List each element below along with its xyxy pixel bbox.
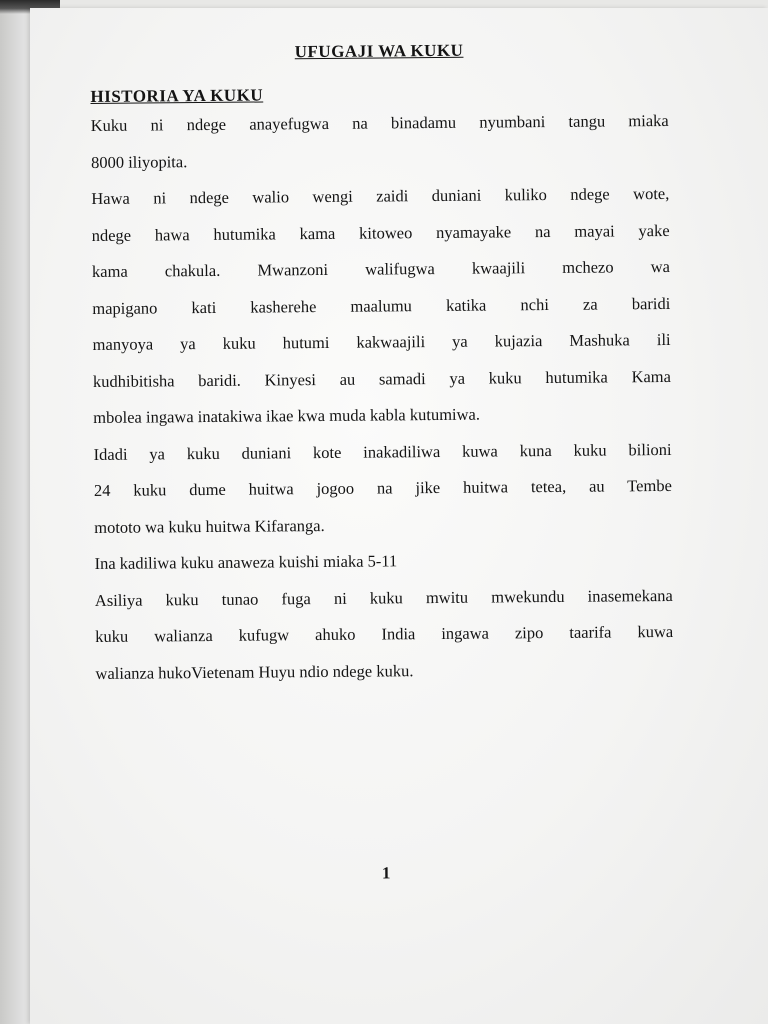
page-number: 1 — [381, 863, 391, 883]
text-line: Kuku ni ndege anayefugwa na binadamu nyumbani tangu miaka — [90, 110, 669, 135]
text-line: ndege hawa hutumika kama kitoweo nyamayake na mayai yake — [91, 220, 670, 245]
text-line: Idadi ya kuku duniani kote inakadiliwa kuwa kuna kuku bilioni — [93, 439, 672, 464]
document-title: UFUGAJI WA KUKU — [294, 40, 464, 62]
text-line: kuku walianza kufugw ahuko India ingawa zipo taarifa kuwa — [95, 621, 674, 646]
text-line: mototo wa kuku huitwa Kifaranga. — [94, 515, 325, 537]
text-line: Hawa ni ndege walio wengi zaidi duniani kuliko ndege wote, — [91, 183, 670, 208]
page-edge — [0, 0, 34, 1024]
section-heading: HISTORIA YA KUKU — [90, 85, 264, 106]
text-line: kudhibitisha baridi. Kinyesi au samadi ya kuku hutumika Kama — [92, 366, 672, 391]
text-line: Asiliya kuku tunao fuga ni kuku mwitu mwekundu inasemekana — [94, 585, 673, 610]
body-text — [91, 103, 674, 692]
text-line: mapigano kati kasherehe maalumu katika nchi za baridi — [92, 293, 671, 318]
text-line: manyoya ya kuku hutumi kakwaajili ya kujazia Mashuka ili — [92, 329, 671, 354]
text-line: walianza hukoVietenam Huyu ndio ndege kuku. — [95, 660, 414, 683]
text-line: Ina kadiliwa kuku anaweza kuishi miaka 5-11 — [94, 551, 398, 573]
page-content — [90, 39, 674, 883]
text-line: mbolea ingawa inatakiwa ikae kwa muda kabla kutumiwa. — [93, 404, 481, 427]
text-line: 24 kuku dume huitwa jogoo na jike huitwa tetea, au Tembe — [93, 475, 672, 500]
paper-page — [30, 8, 768, 1024]
text-line: kama chakula. Mwanzoni walifugwa kwaajili mchezo wa — [91, 256, 671, 281]
text-line: 8000 iliyopita. — [90, 151, 188, 172]
